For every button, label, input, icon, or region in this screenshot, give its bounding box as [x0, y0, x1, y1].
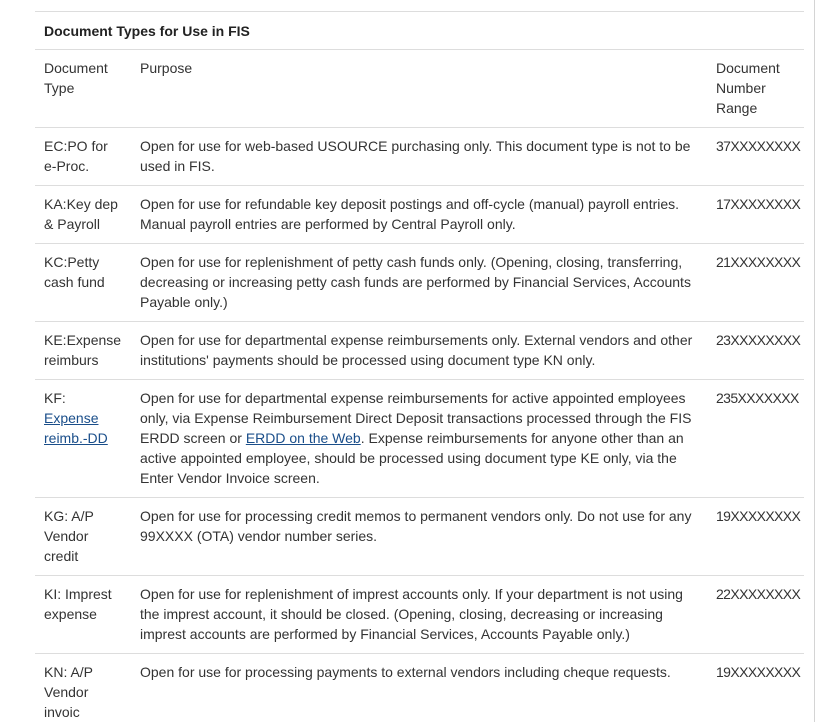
cell-number-range: 23XXXXXXXX — [707, 322, 804, 380]
cell-document-type: KI: Imprest expense — [35, 576, 131, 654]
cell-purpose: Open for use for replenishment of petty cash funds only. (Opening, closing, transferring, decreasing or increasing petty cash funds are performed by Financial Services, Accounts Payable only.) — [131, 244, 707, 322]
purpose-text-part2: . Expense reimbursements for anyone other than an active appointed employee, should be processed using document type KE only, via the Enter Vendor Invoice screen. — [140, 430, 684, 486]
cell-purpose: Open for use for processing payments to external vendors including cheque requests. — [131, 654, 707, 722]
table-row — [35, 128, 804, 186]
table-row — [35, 186, 804, 244]
cell-number-range: 21XXXXXXXX — [707, 244, 804, 322]
cell-document-type: KC:Petty cash fund — [35, 244, 131, 322]
expense-reimb-dd-link[interactable]: Expense reimb.-DD — [44, 410, 108, 446]
header-document-type: Document Type — [35, 50, 131, 128]
erdd-on-the-web-link[interactable]: ERDD on the Web — [245, 430, 361, 446]
cell-number-range: 17XXXXXXXX — [707, 186, 804, 244]
header-purpose: Purpose — [131, 50, 707, 128]
cell-document-type: KN: A/P Vendor invoic — [35, 654, 131, 722]
table-row — [35, 654, 804, 722]
cell-purpose: Open for use for departmental expense reimbursements only. External vendors and other institutions' payments should be processed using document type KN only. — [131, 322, 707, 380]
cell-document-type: KA:Key dep & Payroll — [35, 186, 131, 244]
cell-purpose: Open for use for replenishment of imprest accounts only. If your department is not using the imprest account, it should be closed. (Opening, closing, decreasing or increasing imprest accounts are performed by Financial Services, Accounts Payable only.) — [131, 576, 707, 654]
table-caption: Document Types for Use in FIS — [35, 12, 804, 50]
header-number-range: Document Number Range — [707, 50, 804, 128]
cell-purpose: Open for use for web-based USOURCE purchasing only. This document type is not to be used in FIS. — [131, 128, 707, 186]
cell-number-range: 37XXXXXXXX — [707, 128, 804, 186]
table-row — [35, 380, 804, 498]
cell-number-range: 19XXXXXXXX — [707, 654, 804, 722]
table-row — [35, 498, 804, 576]
table-header-row — [35, 50, 804, 128]
cell-purpose — [131, 380, 707, 498]
table-caption-row — [35, 12, 804, 50]
cell-document-type: KE:Expense reimburs — [35, 322, 131, 380]
table-row — [35, 322, 804, 380]
cell-purpose: Open for use for processing credit memos to permanent vendors only. Do not use for any 99XXXX (OTA) vendor number series. — [131, 498, 707, 576]
cell-document-type: EC:PO for e-Proc. — [35, 128, 131, 186]
cell-number-range: 235XXXXXXX — [707, 380, 804, 498]
type-prefix: KF: — [44, 390, 66, 406]
document-types-table — [35, 11, 804, 722]
cell-number-range: 19XXXXXXXX — [707, 498, 804, 576]
cell-document-type: KG: A/P Vendor credit — [35, 498, 131, 576]
purpose-text-part1: Open for use for departmental expense reimbursements for active appointed employees only, via Expense Reimbursement Direct Deposit transactions processed through the FIS ERDD screen or — [140, 390, 692, 446]
cell-purpose: Open for use for refundable key deposit postings and off-cycle (manual) payroll entries. Manual payroll entries are performed by Central Payroll only. — [131, 186, 707, 244]
cell-number-range: 22XXXXXXXX — [707, 576, 804, 654]
table-row — [35, 244, 804, 322]
table-row — [35, 576, 804, 654]
cell-document-type — [35, 380, 131, 498]
